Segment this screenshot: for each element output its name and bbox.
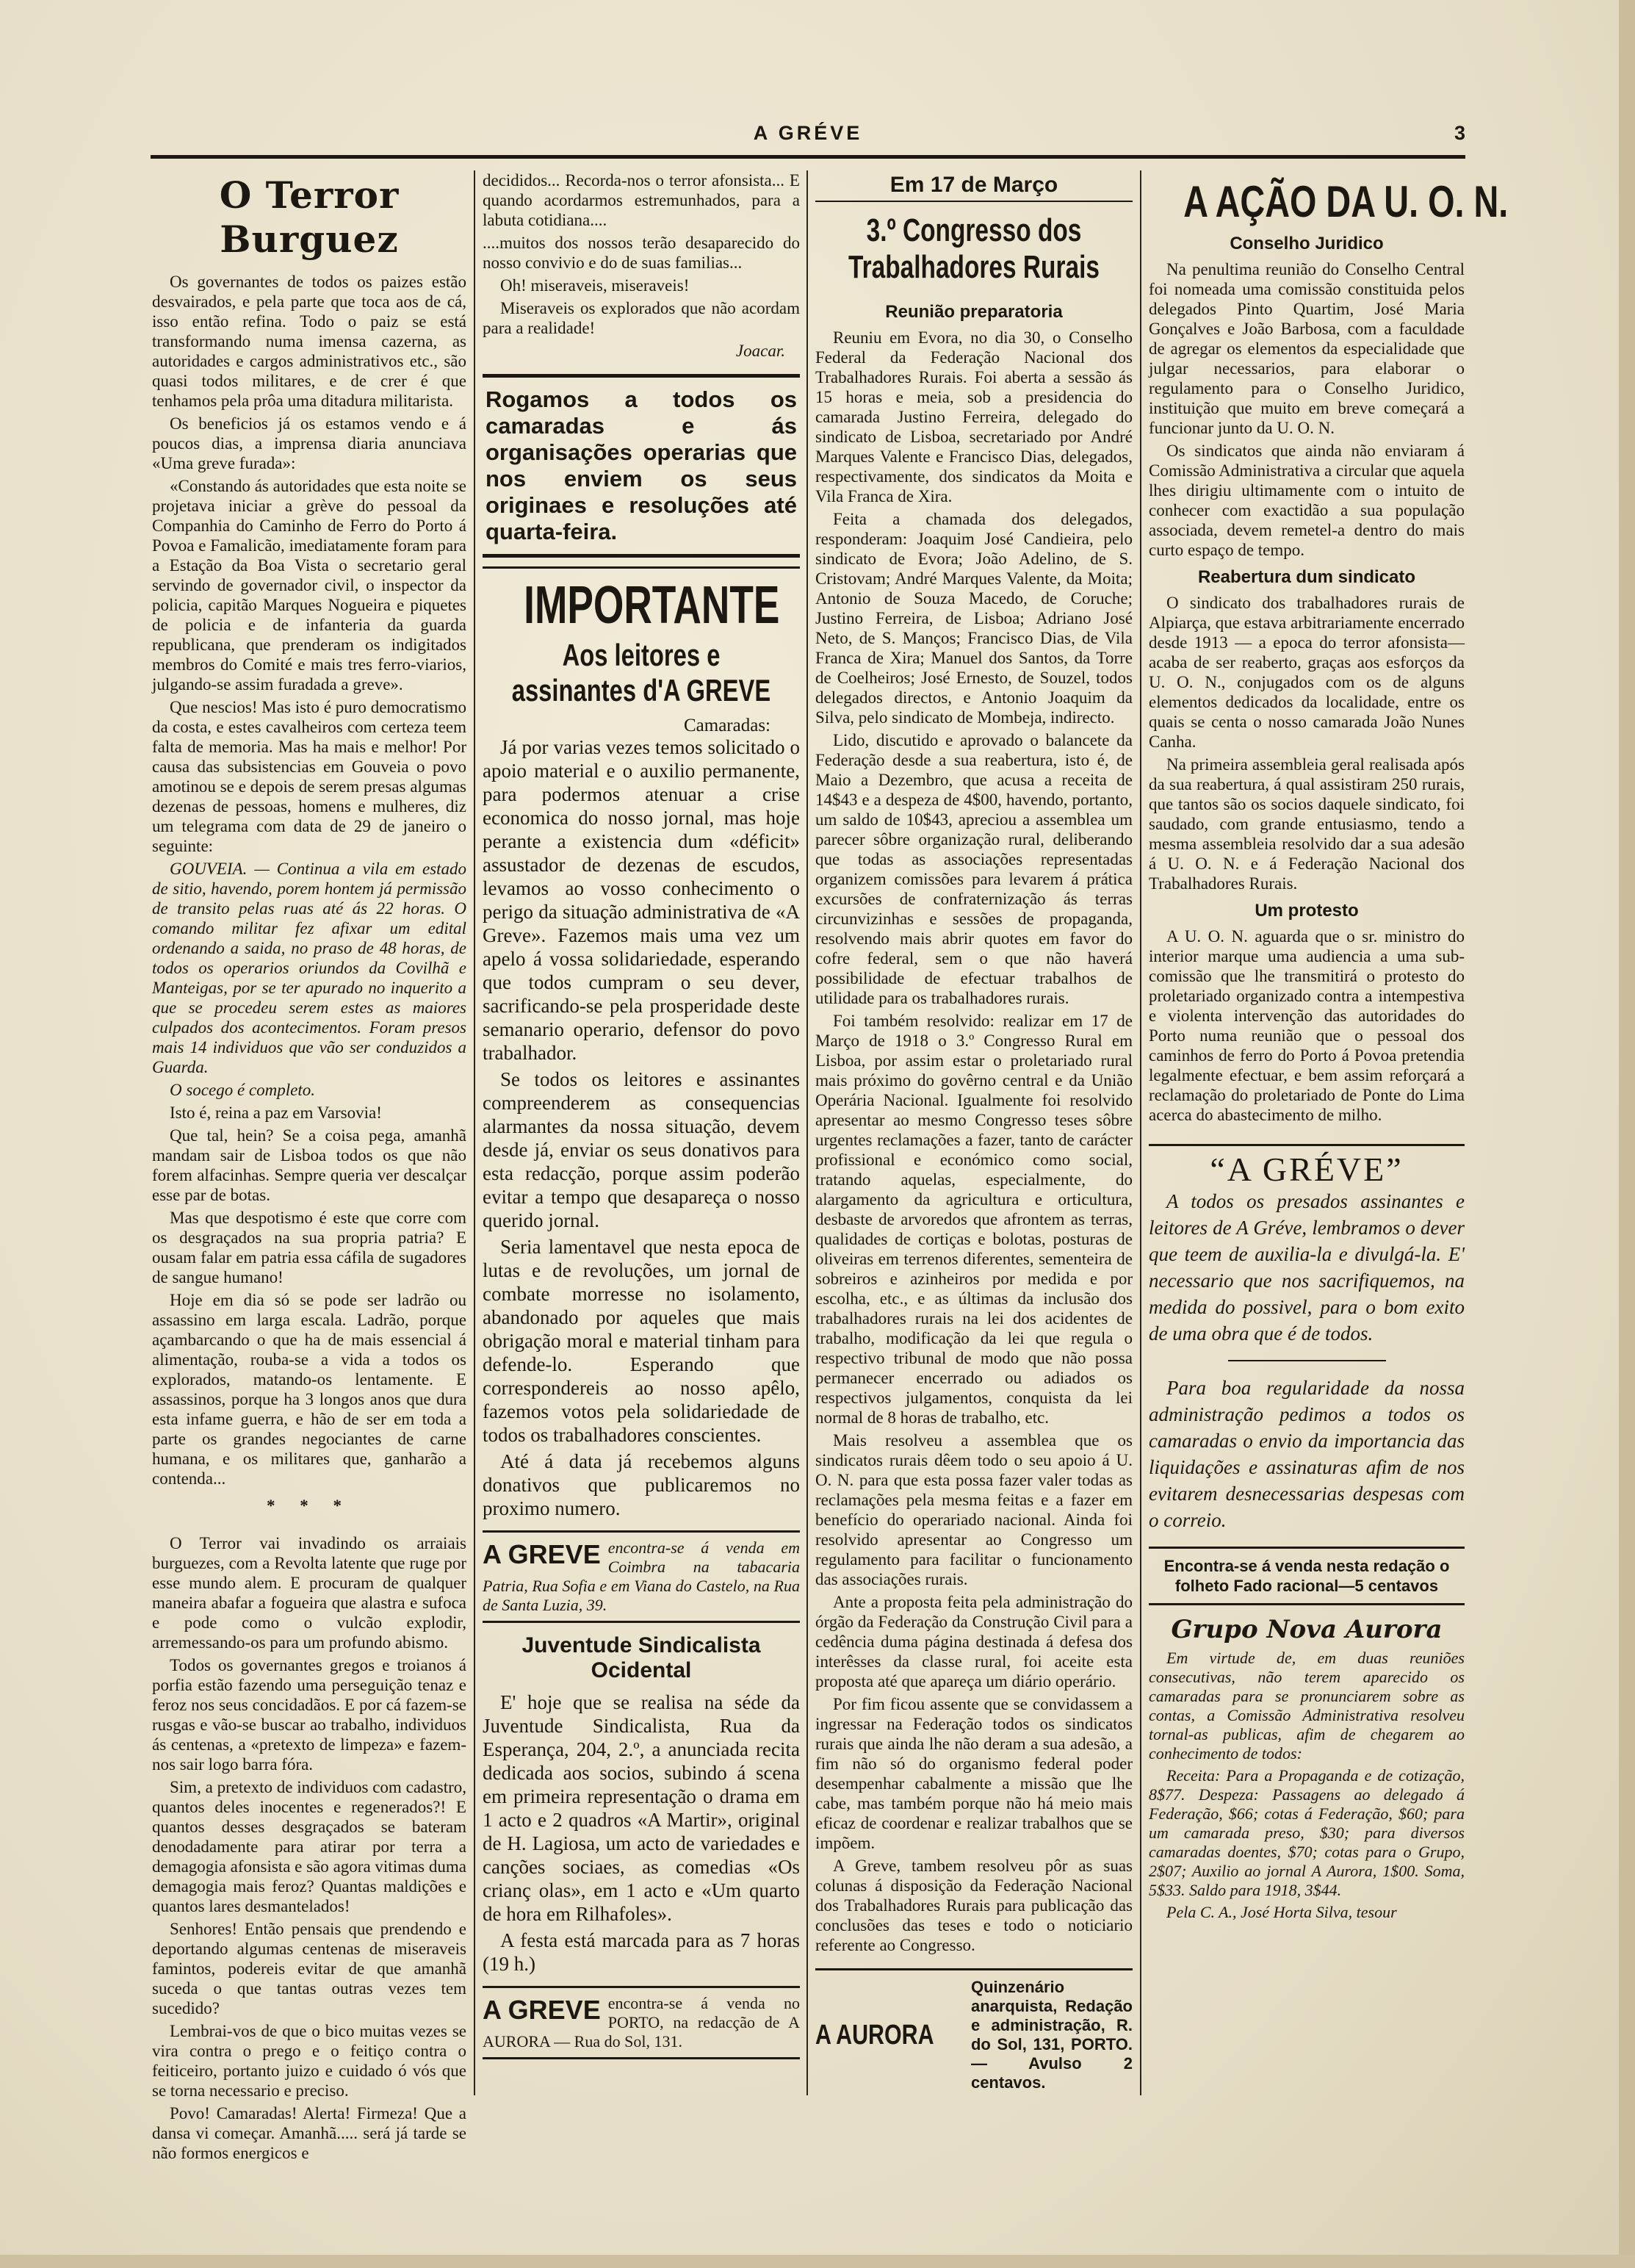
paragraph: Oh! miseraveis, miseraveis! [500, 276, 690, 295]
paragraph: ....muitos dos nossos terão desaparecido do nosso convivio e do de suas familias... [483, 234, 800, 272]
paragraph: Mas que despotismo é este que corre com os desgraçados na sua propria patria? E ousam falar em patria essa cáfila de sugadores de sangue humano! [152, 1209, 466, 1286]
ad-coimbra [483, 1530, 800, 1623]
column-importante [483, 170, 800, 2095]
ad-porto [483, 1986, 800, 2059]
importante-title: IMPORTANTE [524, 576, 780, 635]
telegram-paragraph: O socego é completo. [170, 1081, 315, 1099]
paragraph: Lido, discutido e aprovado o balancete da Federação desde a sua reabertura, isto é, de Maio a Dezembro, que acusa a receita de 14$43 e a despeza de 4$00, havendo, portanto, um saldo de 10$43, apreciou a assemblea um parecer sôbre organização rural, deliberando que todas as associações representadas organizem comissões para levarem á prática excursões de confraternização ás terras circunvizinhas e sessões de propaganda, resolvendo mais abrir quotes em favor do cofre federal, sem o que não haverá possibilidade de efectuar trabalhos de utilidade para os trabalhadores rurais. [815, 731, 1133, 1007]
paragraph: A Greve, tambem resolveu pôr as suas colunas á disposição da Federação Nacional dos Trabalhadores Rurais para publicação das conclusões das teses e todo o noticiario referente ao Congresso. [815, 1857, 1133, 1954]
ad-text: encontra-se á venda no PORTO, na redacção de A AURORA — Rua do Sol, 131. [483, 1994, 800, 2051]
ad-aurora [815, 1968, 1133, 2092]
paragraph: Ante a proposta feita pela administração do órgão da Federação da Construção Civil para a cedência duma página destinada á defesa dos interêsses da classe rural, foi aceite esta proposta até que apareça um diário operário. [815, 1593, 1133, 1691]
section-heading: Um protesto [1255, 901, 1359, 921]
section-heading: Reabertura dum sindicato [1197, 567, 1416, 587]
paragraph: Na primeira assembleia geral realisada após da sua reabertura, á qual assistiram 250 rurais, que tantos são os socios daquele sindicato, foi saudado, com grande entusiasmo, tendo a mesma assembleia resolvido dar a sua adesão á U. O. N. e á Federação Nacional dos Trabalhadores Rurais. [1149, 755, 1465, 893]
paper-edge-bottom [0, 2255, 1635, 2268]
section-separator: * * * [267, 1497, 352, 1515]
paragraph: Reuniu em Evora, no dia 30, o Conselho Federal da Federação Nacional dos Trabalhadores Rurais. Foi aberta a sessão ás 15 horas e meia, sob a presidencia do camarada Justino Ferreira, delegado do sindicato de Lisboa, secretariado por André Marques Valente e Francisco Dias, delegados, respectivamente, dos sindicatos da Moita e Vila Franca de Xira. [815, 328, 1133, 505]
quote-paragraph: «Constando ás autoridades que esta noite se projetava iniciar a grève do pessoal da Companhia do Caminho de Ferro do Porto á Povoa e Famalicão, imediatamente foram para a Estação da Boa Vista o secretario geral servindo de governador civil, o inspector da policia, capitão Marques Nogueira e piquetes de policia e de infanteria da guarda republicana, que prenderam os indigitados membros do Comité e mais tres ferro-viarios, julgando-se assim furadada a greve». [152, 477, 466, 694]
subhead: Reunião preparatoria [885, 302, 1063, 322]
paragraph: Hoje em dia só se pode ser ladrão ou assassino em larga escala. Ladrão, porque açambarcando o que ha de mais essencial á alimentação, rouba-se a vida a todos os explorados, matando-os lentamente. E assassinos, porque ha 3 longos anos que dura esta infame guerra, e hão de ser em toda a parte os grandes negociantes de carne humana, e os militares que, ganharão a contenda... [152, 1291, 466, 1488]
paragraph: E' hoje que se realisa na séde da Juventude Sindicalista, Rua da Esperança, 204, 2.º, a anunciada recita dedicada aos socios, subindo á scena em primeira representação o drama em 1 acto e 2 quadros «A Martir», original de H. Lagiosa, um acto de variedades e canções sociaes, as comedias «Os crianç olas», em 1 acto e «Um quarto de hora em Rilhafoles». [483, 1691, 800, 1925]
juventude-title: Juventude Sindicalista Ocidental [521, 1633, 761, 1682]
paragraph: Os sindicatos que ainda não enviaram á Comissão Administrativa a circular que aquela lhes dirigiu ultimamente com o intuito de conhecer com exactidão a sua população associada, devem remetel-a dentro do mais curto espaço de tempo. [1149, 442, 1465, 559]
paragraph: Sim, a pretexto de individuos com cadastro, quantos deles inocentes e regenerados?! E quantos desses desgraçados se bateram denodadamente para atirar por terra a demagogia afonsista e são agora vitimas duma demagogia mais feroz? Quantas maldições e quantos lares desmantelados! [152, 1778, 466, 1915]
paragraph: A festa está marcada para as 7 horas (19 h.) [483, 1929, 800, 1975]
appeal-box: Rogamos a todos os camaradas e ás organisações operarias que nos enviem os seus originaes e resoluções até quarta-feira. [483, 374, 800, 558]
paragraph: Pela C. A., José Horta Silva, tesour [1166, 1903, 1397, 1921]
divider [1228, 1360, 1386, 1361]
column-terror-burguez [152, 170, 466, 2162]
date-heading: Em 17 de Março [889, 173, 1058, 197]
paragraph: O Terror vai invadindo os arraiais burguezes, com a Revolta latente que ruge por esse mundo alem. E procuram de qualquer maneira abafar a fogueira que alastra e sufoca e pode como o vulcão explodir, arremessando-os para um profundo abismo. [152, 1534, 466, 1652]
divider [483, 566, 800, 569]
column-congresso [815, 170, 1133, 2095]
paragraph: Isto é, reina a paz em Varsovia! [170, 1104, 382, 1122]
paragraph: Que tal, hein? Se a coisa pega, amanhã mandam sair de Lisboa todos os que não forem alfacinhas. Sempre queria ver descalçar esse par de botas. [152, 1126, 466, 1204]
paragraph: Todos os governantes gregos e troianos á porfia estão fazendo uma perseguição tenaz e feroz nos seus concidadãos. E por cá fazem-se rusgas e vão-se buscar ao trabalho, individuos ás centenas, a «pretexto de limpeza» e fazem-nos sair logo barra fóra. [152, 1656, 466, 1774]
column-acao-uon [1149, 170, 1509, 2095]
paragraph: Miseraveis os explorados que não acordam para a realidade! [483, 299, 800, 337]
paper-title: A GRÉVE [753, 122, 863, 144]
article-title: A AÇÃO DA U. O. N. [1183, 177, 1509, 226]
column-rule [806, 170, 808, 2095]
paragraph: A U. O. N. aguarda que o sr. ministro do interior marque uma audiencia a uma sub-comissão que lhe transmitirá o protesto do proletariado organizado contra a intempestiva e violenta intervenção das autoridades do Porto numa reunião que o pessoal dos caminhos de ferro do Porto á Povoa pretendia legalmente efectuar, e bem assim reforçará a reclamação do proletariado de Ponte do Lima acerca do abastecimento de milho. [1149, 927, 1465, 1124]
paragraph: Seria lamentavel que nesta epoca de lutas e de revoluções, um jornal de combate morresse no isolamento, abandonado por aqueles que mais obrigação moral e material tinham para defende-lo. Esperando que correspondereis ao nosso apêlo, fazemos votos pela solidariedade de todos os trabalhadores conscientes. [483, 1236, 800, 1446]
paragraph: decididos... Recorda-nos o terror afonsista... E quando acordarmos estremunhados, para a labuta cotidiana.... [483, 171, 800, 229]
column-rule [474, 170, 475, 2095]
paragraph: Receita: Para a Propaganda e de cotização, 8$77. Despeza: Passagens ao delegado á Federação, $66; cotas á Federação, $60; para um camarada preso, $30; para diversos camaradas doentes, $70; cotas para o Grupo, 2$07; Auxilio ao jornal A Aurora, 1$00. Soma, 5$33. Saldo para 1918, 3$44. [1149, 1766, 1465, 1899]
paragraph: Foi também resolvido: realizar em 17 de Março de 1918 o 3.º Congresso Rural em Lisboa, por assim estar o proletariado rural mais próximo do govêrno central e da União Operária Nacional. Igualmente foi resolvido apresentar ao mesmo Congresso teses sôbre urgentes reclamações a fazer, tanto de carácter profissional e económico como social, tratando aquelas, especialmente, do alargamento da agricultura e orticultura, desbaste de arvoredos que afrontem as terras, qualidades de cortiças e bolotas, posturas de oliveiras em terrenos diferentes, sementeira de sobreiros e azinheiros por medida e por escolha, etc., e as últimas da inclusão dos trabalhadores rurais na lei dos acidentes de trabalho, modificação da lei que regula o respectivo tribunal de modo que não possa permanecer encerrado ou adiados os respectivos julgamentos, conquista da lei normal de 8 horas de trabalho, etc. [815, 1012, 1133, 1427]
admin-text: Para boa regularidade da nossa administração pedimos a todos os camaradas o envio da importancia das liquidações e assinaturas afim de nos evitarem desnecessarias despesas com o correio. [1149, 1377, 1465, 1531]
paragraph: Feita a chamada dos delegados, responderam: Joaquim José Candieira, pelo sindicato de Evora; João Adelino, de S. Cristovam; André Marques Valente, da Moita; Antonio de Souza Macedo, de Coruche; Justino Ferreira, de Lisboa; Adriano José Neto, de S. Manços; Francisco Dias, de Vila Franca de Xira; Manuel dos Santos, da Torre de Coelheiros; José Ernesto, de Souzel, todos delegados directos, e Antonio Joaquim da Silva, pelo sindicato de Mombeja, indirecto. [815, 510, 1133, 727]
greve-box-title: “A GRÉVE” [1210, 1151, 1404, 1188]
masthead [151, 119, 1465, 154]
divider [1149, 1144, 1465, 1146]
paragraph: Lembrai-vos de que o bico muitas vezes se vira contra o prego e o feitiço contra o feiticeiro, portanto juizo e cuidado ó vós que se torna necessario e preciso. [152, 2022, 466, 2100]
greeting: Camaradas: [683, 716, 770, 735]
section-heading: Conselho Juridico [1230, 234, 1384, 253]
signature: Joacar. [735, 342, 785, 360]
masthead-rule [151, 155, 1465, 159]
ad-brand: A GREVE [483, 1539, 601, 1569]
congresso-title: 3.º Congresso dos Trabalhadores Rurais [848, 212, 1100, 285]
divider [1149, 1603, 1465, 1605]
paragraph: O sindicato dos trabalhadores rurais de Alpiarça, que estava arbitrariamente encerrado desde 1913 — a epoca do terror afonsista—acaba de ser reaberto, graças aos esforços da U. O. N., conjugados com os de alguns elementos dedicados da localidade, entre os quais se centa o nosso camarada João Nunes Canha. [1149, 594, 1465, 751]
paragraph: Já por varias vezes temos solicitado o apoio material e o auxilio permanente, para podermos atenuar a crise economica do nosso jornal, mas hoje perante a existencia dum «déficit» assustador de dezenas de escudos, levamos ao vosso conhecimento o perigo da situação administrativa de «A Greve». Fazemos mais uma vez um apelo á vossa solidariedade, esperando que todos cumpram o seu dever, sacrificando-se pela prosperidade deste semanario operario, defensor do povo trabalhador. [483, 736, 800, 1064]
fado-notice: Encontra-se á venda nesta redação o folheto Fado racional—5 centavos [1163, 1557, 1450, 1595]
divider [1149, 1547, 1465, 1549]
article-title: O Terror Burguez [219, 173, 400, 261]
ad-brand: A AURORA [815, 2020, 934, 2051]
paragraph: Até á data já recebemos alguns donativos que publicaremos no proximo numero. [483, 1450, 800, 1519]
paragraph: Por fim ficou assente que se convidassem a ingressar na Federação todos os sindicatos rurais que ainda lhe não deram a sua adesão, a fim não só do organismo federal poder desempenhar cabalmente a missão que lhe cabe, mas também porque não há meio mais eficaz de coordenar e realizar trabalhos que se impõem. [815, 1695, 1133, 1852]
paper-edge [1619, 0, 1635, 2268]
paragraph: Os beneficios já os estamos vendo e á poucos dias, a imprensa diaria anunciava «Uma greve furada»: [152, 414, 466, 472]
ad-brand: A GREVE [483, 1995, 601, 2025]
telegram-paragraph: GOUVEIA. — Continua a vila em estado de sitio, havendo, porem hontem já permissão de transito pelas ruas até ás 22 horas. O comando militar fez afixar um edital ordenando a saida, no praso de 48 horas, de todos os operarios oriundos da Covilhã e Manteigas, por se ter apurado no inquerito a que se procedeu serem estes as maiores culpados dos acontecimentos. Foram presos mais 14 individuos que vão ser conduzidos a Guarda. [152, 860, 466, 1076]
paragraph: Mais resolveu a assemblea que os sindicatos rurais dêem todo o seu apoio á U. O. N. para que esta possa fazer valer todas as reclamações pela mesma feitas e a fazer em benefício do operariado nacional. Ainda foi resolvido apresentar ao Congresso um regulamento para facilitar o funcionamento das associações rurais. [815, 1431, 1133, 1588]
page-number: 3 [1454, 122, 1465, 144]
importante-subtitle: Aos leitores e assinantes d'A GREVE [511, 638, 771, 708]
paragraph: Na penultima reunião do Conselho Central foi nomeada uma comissão constituida pelos delegados Pinto Quartim, José Maria Gonçalves e João Barbosa, com a faculdade de agregar os elementos da especialidade que julgar necessarios, para elaborar o regulamento para o Conselho Juridico, instituição que muito em breve começará a funcionar junto da U. O. N. [1149, 260, 1465, 437]
nova-aurora-title: Grupo Nova Aurora [1171, 1615, 1443, 1644]
greve-box-text: A todos os presados assinantes e leitores de A Gréve, lembramos o dever que teem de auxilia-la e divulgá-la. E' necessario que nos sacrifiquemos, na medida do possivel, para o bom exito de uma obra que é de todos. [1149, 1190, 1465, 1344]
divider [815, 201, 1133, 202]
ad-text: Quinzenário anarquista, Redação e administração, R. do Sol, 131, PORTO. — Avulso 2 centavos. [970, 1978, 1133, 2092]
paragraph: Povo! Camaradas! Alerta! Firmeza! Que a dansa vi começar. Amanhã..... será já tarde se não formos energicos e [152, 2104, 466, 2162]
paragraph: Que nescios! Mas isto é puro democratismo da costa, e estes cavalheiros com certeza teem falta de memoria. Mas ha mais e melhor! Por causa das subsistencias em Gouveia o povo amotinou se e depois de serem presas algumas dezenas de pessoas, homens e mulheres, diz um telegrama com data de 29 de janeiro o seguinte: [152, 698, 466, 855]
paragraph: Se todos os leitores e assinantes compreenderem as consequencias alarmantes da nossa situação, devem desde já, enviar os seus donativos para esta redacção, porque assim poderão evitar a tempo que desapareça o nosso querido jornal. [483, 1068, 800, 1231]
ad-text: encontra-se á venda em Coimbra na tabacaria Patria, Rua Sofia e em Viana do Castelo, na Rua de Santa Luzia, 39. [483, 1538, 800, 1614]
paragraph: Senhores! Então pensais que prendendo e deportando algumas centenas de miseraveis famintos, podereis evitar de que amanhã suceda o que tantas outras vezes tem sucedido? [152, 1920, 466, 2017]
column-rule [1140, 170, 1141, 2095]
paragraph: Em virtude de, em duas reuniões consecutivas, não terem aparecido os camaradas para se pronunciarem sobre as contas, a Comissão Administrativa resolveu tornal-as publicas, afim de chegarem ao conhecimento de todos: [1149, 1649, 1465, 1763]
paragraph: Os governantes de todos os paizes estão desvairados, e pela parte que toca aos de cá, isso então refina. Todo o paiz se está transformando numa imensa cazerna, as autoridades e cargos administrativos etc., são quasi todos militares, e de crer é que tenhamos pela prôa uma ditadura militarista. [152, 273, 466, 410]
